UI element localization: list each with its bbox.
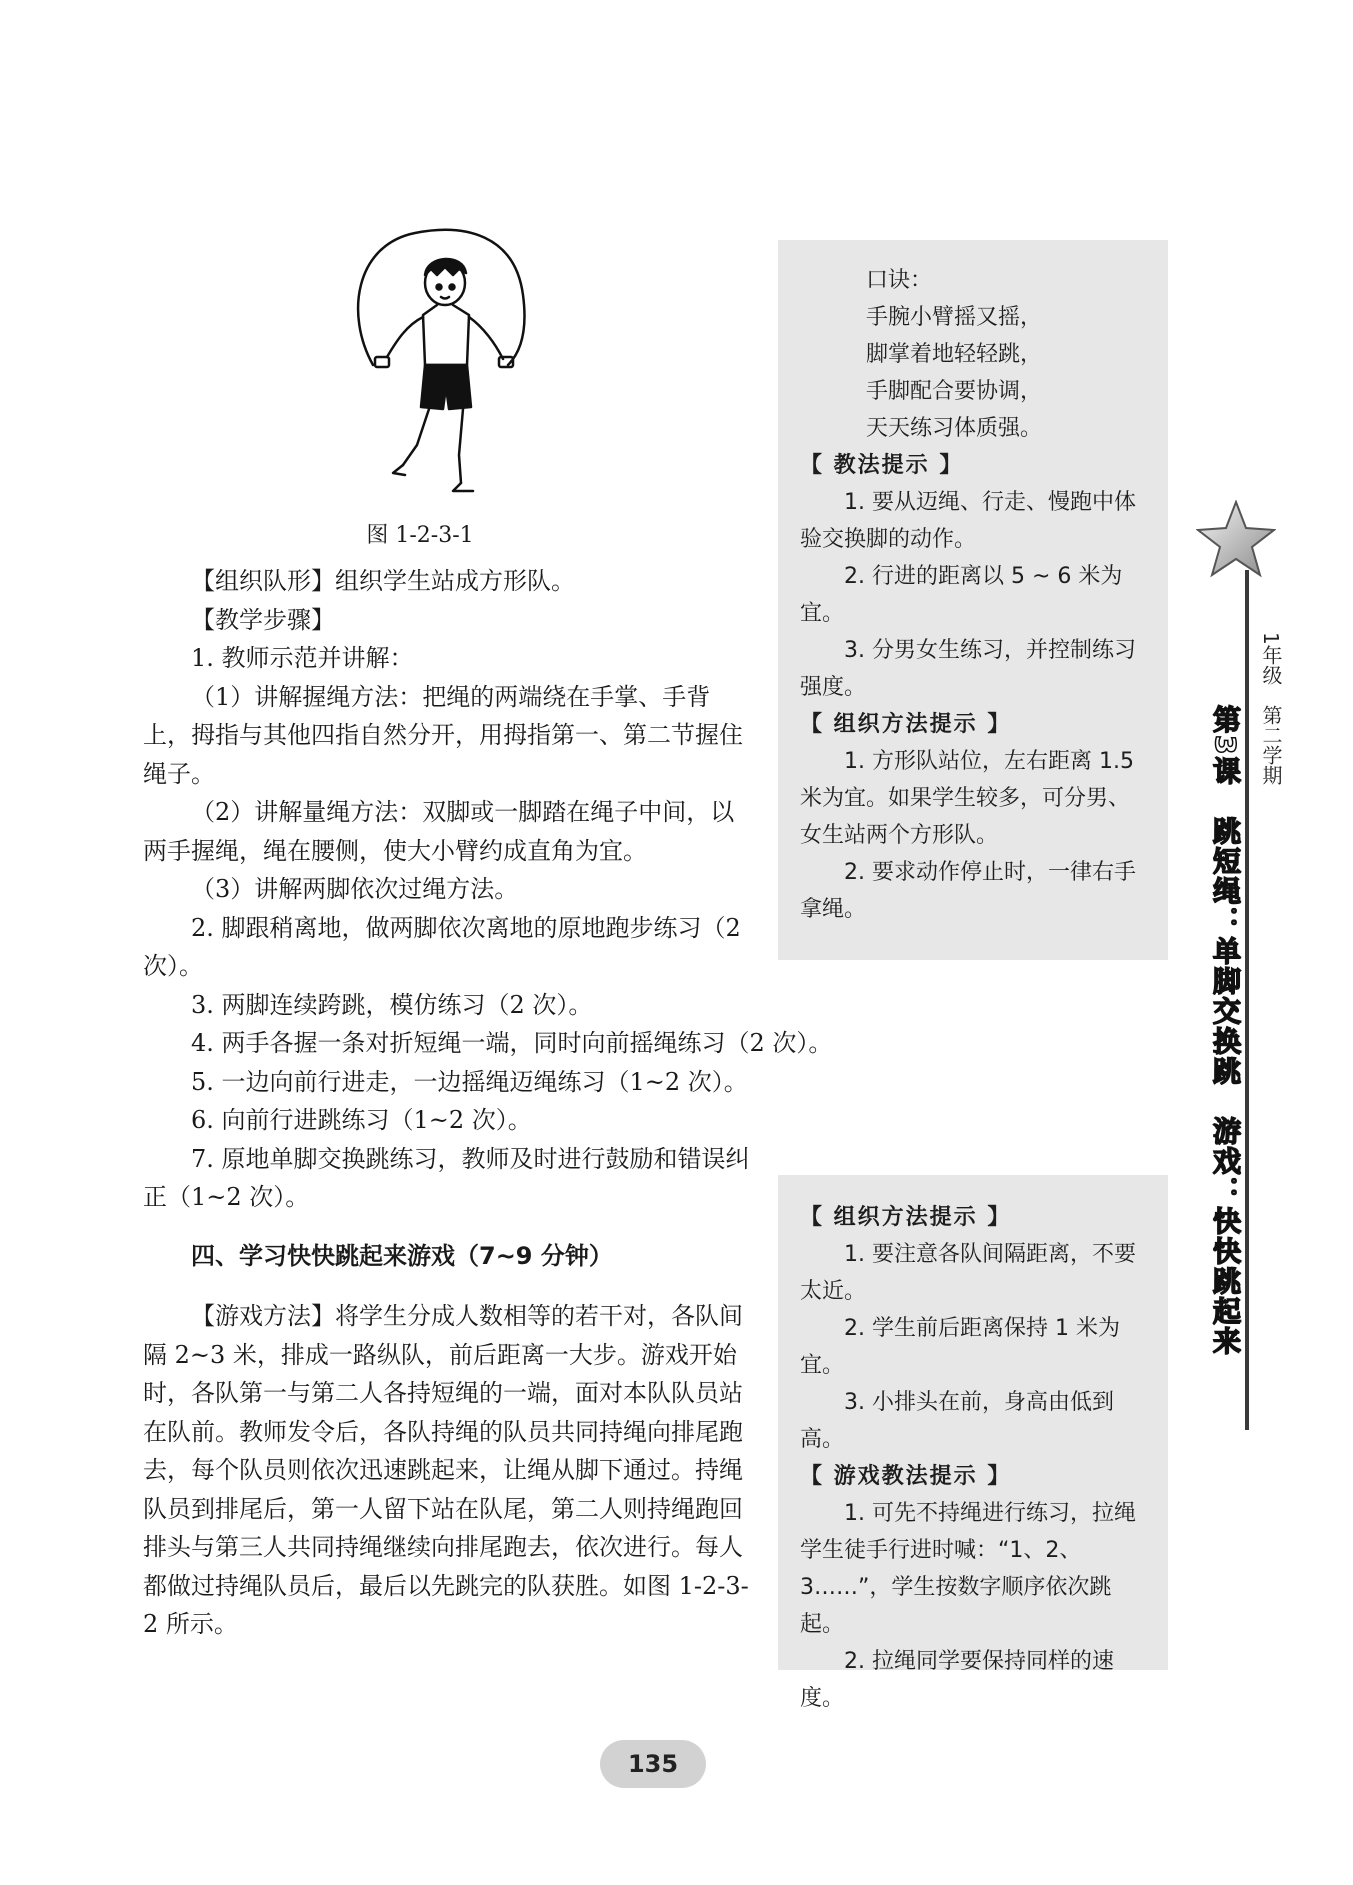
grade-semester-label: 1年级 第二学期 (1259, 632, 1283, 785)
rhyme-line: 天天练习体质强。 (866, 416, 1043, 441)
step-1-1: （1）讲解握绳方法：把绳的两端绕在手掌、手背上，拇指与其他四指自然分开，用拇指第一、第二节握住绳子。 (143, 682, 743, 788)
side-box-game-tips (778, 1175, 1168, 1711)
step-4: 4. 两手各握一条对折短绳一端，同时向前摇绳练习（2 次）。 (191, 1029, 833, 1057)
game-teaching-tip: 1. 可先不持绳进行练习，拉绳学生徒手行进时喊：“1、2、3……”，学生按数字顺序依次跳起。 (800, 1501, 1136, 1637)
step-1-2: （2）讲解量绳方法：双脚或一脚踏在绳子中间，以两手握绳，绳在腰侧，使大小臂约成直角为宜。 (143, 798, 735, 865)
formation-text: 【组织队形】组织学生站成方形队。 (191, 567, 575, 595)
rhyme-line: 脚掌着地轻轻跳， (866, 342, 1043, 367)
teaching-tip: 1. 要从迈绳、行走、慢跑中体验交换脚的动作。 (800, 490, 1136, 552)
figure-caption: 图 1-2-3-1 (366, 523, 474, 548)
step-7: 7. 原地单脚交换跳练习，教师及时进行鼓励和错误纠正（1~2 次）。 (143, 1144, 750, 1211)
rhyme-title: 口诀： (866, 268, 933, 293)
step-6: 6. 向前行进跳练习（1~2 次）。 (191, 1106, 532, 1134)
section-4-title: 四、学习快快跳起来游戏（7~9 分钟） (191, 1241, 613, 1270)
organization-tips-title: 【 组织方法提示 】 (800, 712, 1012, 737)
steps-title: 【教学步骤】 (191, 605, 335, 634)
teaching-tip: 2. 行进的距离以 5 ~ 6 米为宜。 (800, 564, 1123, 626)
page-number: 135 (600, 1740, 706, 1788)
step-1: 1. 教师示范并讲解： (191, 644, 414, 672)
organization-tip: 2. 要求动作停止时，一律右手拿绳。 (800, 860, 1136, 922)
rhyme-line: 手腕小臂摇又摇， (866, 305, 1043, 330)
organization-tips-title: 【 组织方法提示 】 (800, 1205, 1012, 1230)
step-1-3: （3）讲解两脚依次过绳方法。 (191, 875, 519, 903)
organization-tip: 2. 学生前后距离保持 1 米为宜。 (800, 1316, 1120, 1378)
teaching-tip: 3. 分男女生练习，并控制练习强度。 (800, 638, 1136, 700)
organization-tip: 3. 小排头在前，身高由低到高。 (800, 1390, 1114, 1452)
organization-tip: 1. 要注意各队间隔距离，不要太近。 (800, 1242, 1136, 1304)
teaching-tips-title: 【 教法提示 】 (800, 453, 964, 478)
rhyme-line: 手脚配合要协调， (866, 379, 1043, 404)
step-3: 3. 两脚连续跨跳，模仿练习（2 次）。 (191, 990, 593, 1019)
game-method-text: 【游戏方法】将学生分成人数相等的若干对，各队间隔 2~3 米，排成一路纵队，前后距离一大步。游戏开始时，各队第一与第二人各持短绳的一端，面对本队队员站在队前。教师发令后，各队持绳的队员共同持绳向排尾跑去，每个队员则依次迅速跳起来，让绳从脚下通过。持绳队员到排尾后，第一人留下站在队尾，第二人则持绳跑回排头与第三人共同持绳继续向排尾跑去，依次进行。每人都做过持绳队员后，最后以先跳完的队获胜。如图 1-2-3-2 所示。 (143, 1302, 749, 1638)
step-5: 5. 一边向前行进走，一边摇绳迈绳练习（1~2 次）。 (191, 1067, 748, 1096)
star-icon (1196, 500, 1276, 578)
step-2: 2. 脚跟稍离地，做两脚依次离地的原地跑步练习（2 次）。 (143, 913, 741, 980)
game-teaching-tip: 2. 拉绳同学要保持同样的速度。 (800, 1649, 1114, 1711)
rope-jumping-illustration (345, 225, 545, 500)
main-column (143, 562, 833, 1644)
side-box-teaching-tips (778, 240, 1168, 960)
lesson-title-vertical: 第3课 跳短绳：单脚交换跳 游戏：快快跳起来 (1209, 705, 1242, 1357)
game-teaching-tips-title: 【 游戏教法提示 】 (800, 1464, 1012, 1489)
tab-divider-line (1245, 570, 1249, 1430)
organization-tip: 1. 方形队站位，左右距离 1.5 米为宜。如果学生较多，可分男、女生站两个方形队。 (800, 749, 1134, 848)
